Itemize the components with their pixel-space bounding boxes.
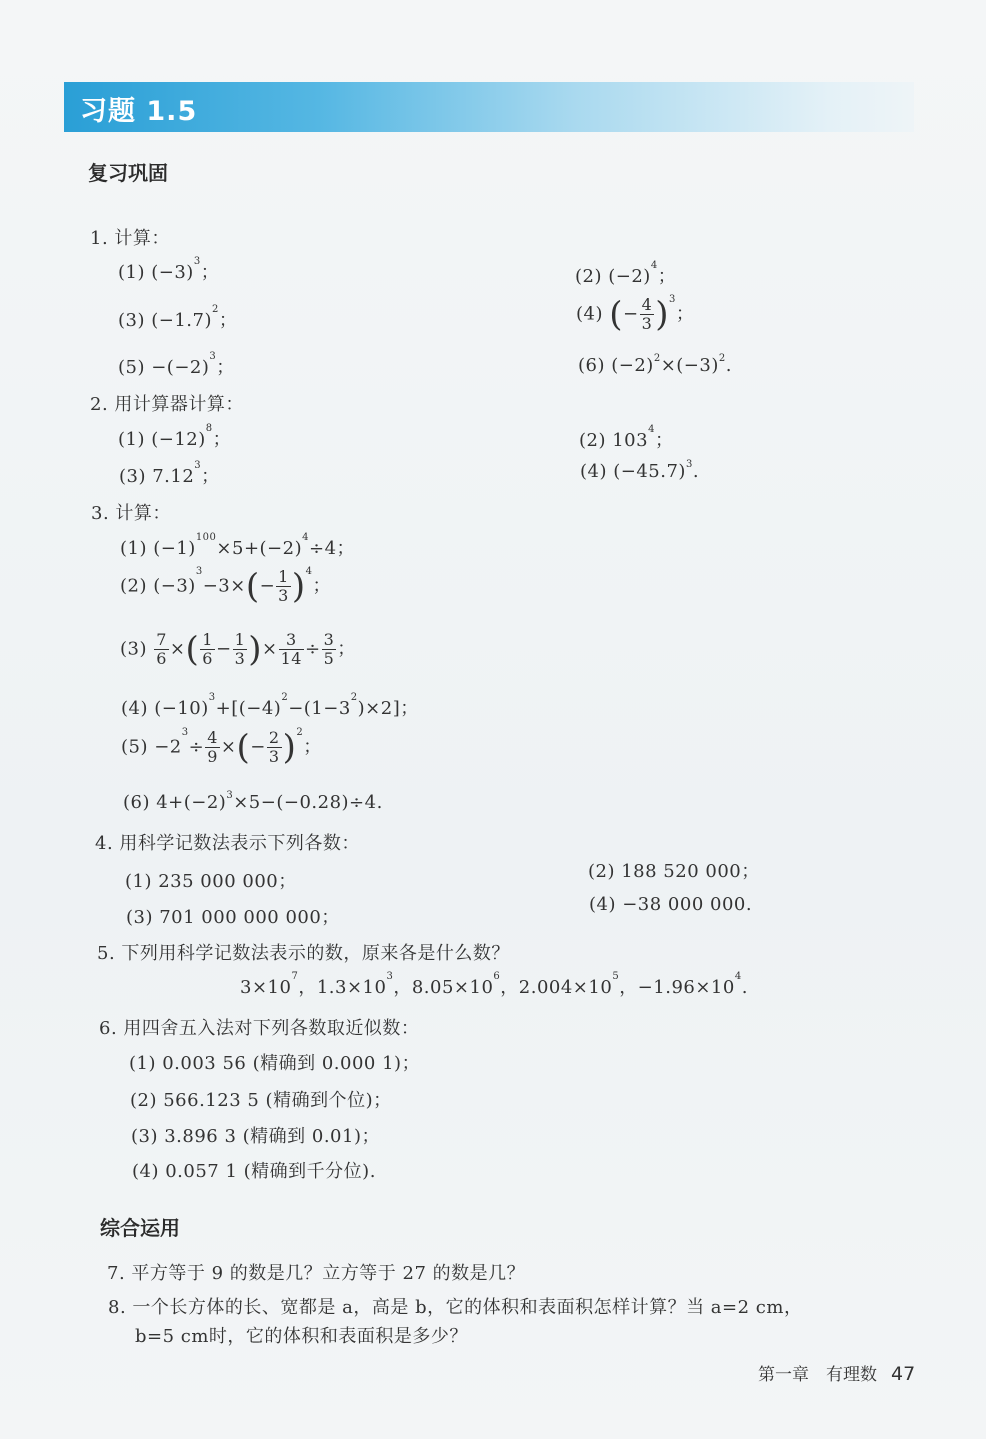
q2-part2: (2) $103^4$； xyxy=(579,424,674,451)
q8-line1: 8. 一个长方体的长、宽都是 a，高是 b，它的体积和表面积怎样计算？当 a=2 cm， xyxy=(108,1297,803,1318)
exercise-title: 习题 1.5 xyxy=(80,96,198,127)
q2-heading: 2. 用计算器计算： xyxy=(90,394,244,415)
q3-part6: (6) $4+(-2)^3\times 5-(-0.28)\div 4$. xyxy=(123,790,383,813)
q6-heading: 6. 用四舍五入法对下列各数取近似数： xyxy=(99,1018,420,1039)
q8-line2: b=5 cm时，它的体积和表面积是多少？ xyxy=(135,1326,468,1347)
chapter-label: 第一章 有理数 xyxy=(758,1365,877,1385)
q1-part2: (2) $(-2)^4$； xyxy=(575,260,677,287)
page-number: 47 xyxy=(891,1363,916,1385)
q3-part3: (3) $\frac{7}{6}$ ×( $\frac{1}{6}$ − $\frac{1}{3}$ )× $\frac{3}{14}$ ÷ $\frac{3}{5}$ ； xyxy=(120,629,356,670)
q7-text: 7. 平方等于 9 的数是几？立方等于 27 的数是几？ xyxy=(107,1263,526,1284)
q2-part3: (3) 7.12$^3$； xyxy=(119,460,220,487)
section-review-heading: 复习巩固 xyxy=(88,161,168,185)
q1-heading: 1. 计算： xyxy=(90,228,170,249)
page-footer xyxy=(758,1360,915,1385)
q2-part4: (4) $(-45.7)^3$. xyxy=(580,459,700,482)
q6-part4: (4) 0.057 1 (精确到千分位). xyxy=(132,1161,376,1182)
q4-part1: (1) 235 000 000； xyxy=(125,871,297,892)
q6-part1: (1) 0.003 56 (精确到 0.000 1)； xyxy=(129,1053,421,1074)
q5-numbers: $3\times 10^7$，$1.3\times 10^3$，$8.05\times 10^6$，$2.004\times 10^5$，$-1.96\times 10^4$. xyxy=(240,971,748,998)
q3-part5: $(5) -2^3\div$ $\frac{4}{9}$ ×(− $\frac{2}{3}$ )$^2$； xyxy=(121,727,322,768)
q4-part3: (3) 701 000 000 000； xyxy=(126,907,340,928)
q1-part4: (4) (− $\frac{4}{3}$ )$^3$； xyxy=(576,294,695,335)
q3-part1: (1) $(-1)^{100}\times 5+(-2)^4\div 4$； xyxy=(120,532,356,559)
q1-part1: (1) $(-3)^3$； xyxy=(118,256,220,283)
q3-heading: 3. 计算： xyxy=(91,503,171,524)
q4-heading: 4. 用科学记数法表示下列各数： xyxy=(95,833,360,854)
q2-part1: (1) $(-12)^8$； xyxy=(118,423,232,450)
q5-heading: 5. 下列用科学记数法表示的数，原来各是什么数？ xyxy=(97,943,510,964)
q6-part3: (3) 3.896 3 (精确到 0.01)； xyxy=(131,1126,380,1147)
q3-part2: (2) $(-3)^3-3\times(-$ $\frac{1}{3}$ )$^4$； xyxy=(120,566,331,607)
q3-part4: (4) $(-10)^3+[(-4)^2-(1-3^2)\times 2]$； xyxy=(121,692,419,719)
q6-part2: (2) 566.123 5 (精确到个位)； xyxy=(130,1090,392,1111)
q4-part2: (2) 188 520 000； xyxy=(588,861,760,882)
q1-part5: $(5) -(-2)^3$； xyxy=(118,351,235,378)
section-applied-heading: 综合运用 xyxy=(100,1216,180,1240)
q1-part3: (3) $(-1.7)^2$； xyxy=(118,304,238,331)
q4-part4: (4) −38 000 000. xyxy=(589,894,753,915)
q1-part6: (6) $(-2)^2\times(-3)^2$. xyxy=(578,353,732,376)
